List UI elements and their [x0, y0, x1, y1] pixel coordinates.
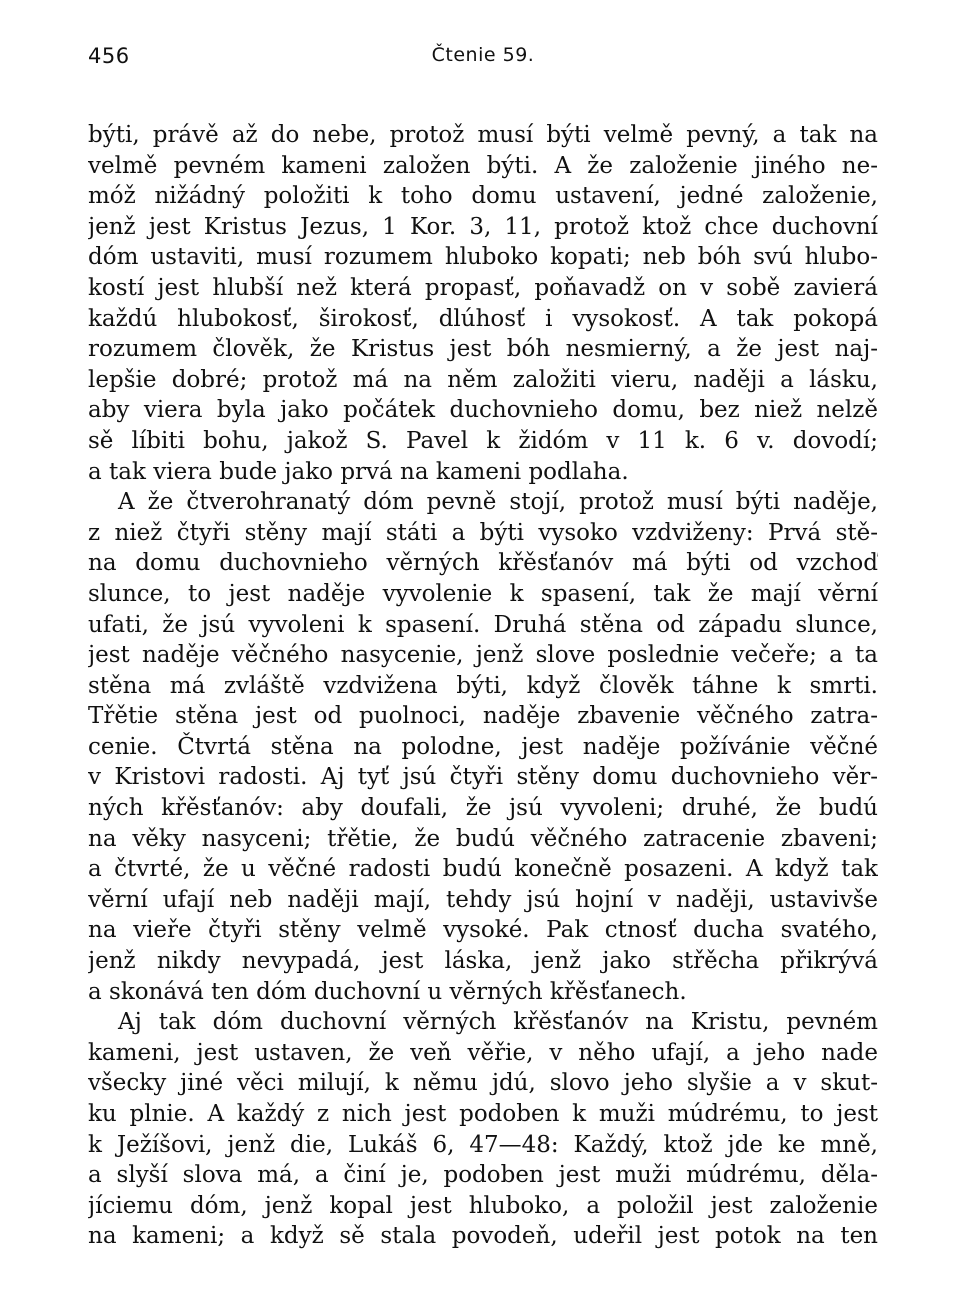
text-line: A že čtverohranatý dóm pevně stojí, protož musí býti naděje, — [118, 489, 878, 516]
text-line: býti, právě až do nebe, protož musí býti velmě pevný, a tak na — [88, 122, 878, 148]
text-line: jenž jest Kristus Jezus, 1 Kor. 3, 11, protož ktož chce duchovní — [88, 213, 878, 240]
text-line: jíciemu dóm, jenž kopal jest hluboko, a položil jest založenie — [88, 1192, 878, 1219]
text-line: sě líbiti bohu, jakož S. Pavel k židóm v 11 k. 6 v. dovodí; — [88, 427, 878, 454]
text-line: kameni, jest ustaven, že veň věřie, v něho ufají, a jeho nade — [88, 1039, 878, 1066]
running-head: Čtenie 59. — [431, 44, 535, 66]
text-line: z niež čtyři stěny mají státi a býti vysoko vzdviženy: Prvá stě- — [88, 519, 878, 546]
text-line: k Ježíšovi, jenž die, Lukáš 6, 47—48: Každý, ktož jde ke mně, — [88, 1131, 878, 1158]
text-line: a slyší slova má, a činí je, podoben jest muži múdrému, děla- — [88, 1162, 878, 1189]
text-line: na věky nasyceni; třětie, že budú věčného zatracenie zbaveni; — [88, 825, 878, 852]
body-text — [88, 120, 878, 1252]
page-header — [88, 44, 878, 84]
text-line: stěna má zvláště vzdvižena býti, když člověk táhne k smrti. — [88, 672, 878, 699]
text-line: ku plnie. A každý z nich jest podoben k muži múdrému, to jest — [88, 1101, 878, 1127]
text-line: Aj tak dóm duchovní věrných křěsťanóv na Kristu, pevném — [118, 1009, 878, 1036]
text-line: v Kristovi radosti. Aj tyť jsú čtyři stěny domu duchovnieho věr- — [88, 764, 878, 791]
text-line: ných křěsťanóv: aby doufali, že jsú vyvoleni; druhé, že budú — [88, 795, 878, 822]
text-line: a čtvrté, že u věčné radosti budú konečně posazeni. A když tak — [88, 856, 878, 883]
text-line: aby viera byla jako počátek duchovnieho domu, bez niež nelzě — [88, 397, 878, 424]
text-line: všecky jiné věci milují, k němu jdú, slovo jeho slyšie a v skut- — [88, 1070, 878, 1097]
text-line: kostí jest hlubší než která propasť, poňavadž on v sobě zavierá — [88, 274, 878, 301]
text-line: na kameni; a když sě stala povodeň, udeřil jest potok na ten — [88, 1223, 878, 1250]
paragraph — [88, 1007, 878, 1252]
text-line: móž nižádný položiti k toho domu ustavení, jedné založenie, — [88, 183, 878, 210]
text-line: Třětie stěna jest od puolnoci, naděje zbavenie věčného zatra- — [88, 703, 878, 730]
text-line: věrní ufají neb naději mají, tehdy jsú hojní v naději, ustavivše — [88, 886, 878, 913]
paragraph — [88, 487, 878, 1007]
text-line: slunce, to jest naděje vyvolenie k spasení, tak že mají věrní — [88, 580, 878, 607]
text-line: a skonává ten dóm duchovní u věrných křěsťanech. — [88, 978, 687, 1005]
text-line: velmě pevném kameni založen býti. A že založenie jiného ne- — [88, 152, 878, 179]
paragraph — [88, 120, 878, 487]
text-line: jest naděje věčného nasycenie, jenž slove poslednie večeře; a ta — [88, 642, 878, 669]
text-line: a tak viera bude jako prvá na kameni podlaha. — [88, 458, 629, 485]
text-line: dóm ustaviti, musí rozumem hluboko kopati; neb bóh svú hlubo- — [88, 244, 878, 271]
text-line: rozumem člověk, že Kristus jest bóh nesmierný, a že jest naj- — [88, 336, 878, 363]
text-line: ufati, že jsú vyvoleni k spasení. Druhá stěna od západu slunce, — [88, 611, 878, 638]
text-line: na vieře čtyři stěny velmě vysoké. Pak ctnosť ducha svatého, — [88, 917, 878, 944]
text-line: cenie. Čtvrtá stěna na polodne, jest naděje požívánie věčné — [88, 733, 878, 760]
text-line: na domu duchovnieho věrných křěsťanóv má býti od vzchoď — [88, 550, 878, 577]
text-line: lepšie dobré; protož má na něm založiti vieru, naději a lásku, — [88, 366, 878, 393]
text-line: každú hlubokosť, širokosť, dlúhosť i vysokosť. A tak pokopá — [88, 305, 878, 332]
page-number: 456 — [88, 44, 130, 68]
text-line: jenž nikdy nevypadá, jest láska, jenž jako střěcha přikrývá — [88, 948, 878, 975]
